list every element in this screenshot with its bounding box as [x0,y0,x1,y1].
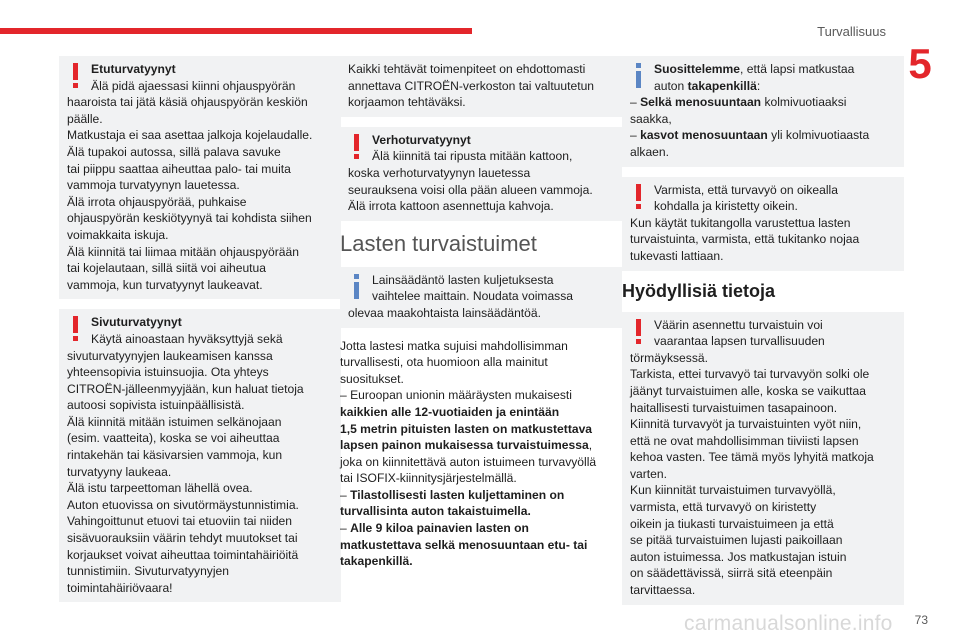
text-line: Kun kiinnität turvaistuimen turvavyöllä, [630,483,836,498]
text-line: vaihtelee maittain. Noudata voimassa [372,289,573,304]
text-fragment: Suosittelemme [654,62,741,76]
text-line: koska verhoturvatyynyn lauetessa [348,165,531,180]
text-fragment: Selkä menosuuntaan [640,95,762,110]
text-line: kehoa vasten. Tee tämä myös lyhyitä matkoja [630,450,874,465]
text-line: sisävuorauksiin väärin tehdyt muutokset tai [67,531,298,546]
column-1 [59,56,341,612]
text-line: voimakkaita iskuja. [67,227,169,242]
text-line: turvallisinta auton takaistuimella. [340,504,531,519]
text-line: haitallisesti turvaistuimen tasapainoon. [630,400,838,415]
text-fragment: kolmivuotiaaksi [761,95,847,110]
text-fragment: , [588,438,593,453]
text-line: yhteensopivia istuinsuojia. Ota yhteys [67,365,269,380]
warning-box-front-airbags [59,56,341,299]
text-line: sivuturvatyynyjen laukeamisen kanssa [67,348,273,363]
text-fragment: takapenkillä [687,78,757,93]
info-icon [634,63,644,89]
text-line: turvallisesti, ota huomioon alla mainitut [340,355,548,370]
text-line: (esim. vaatteita), koska se voi aiheuttaa [67,431,280,446]
text-fragment: , että lapsi matkustaa [740,62,855,76]
text-line: takapenkillä. [340,554,413,569]
header-accent-bar [0,28,472,34]
text-line: törmäyksessä. [630,350,708,365]
text-line: Varmista, että turvavyö on oikealla [654,182,838,197]
text-line: Tilastollisesti lasten kuljettaminen on [350,487,565,502]
text-line: Älä istu tarpeettoman lähellä ovea. [67,481,253,496]
text-line: rintakehän tai käsivarsien vammoja, kun [67,448,283,463]
text-line: tai kojelautaan, sillä siitä voi aiheutua [67,261,266,276]
text-line: matkustettava selkä menosuuntaan etu- tai [340,537,588,552]
text-line: tai piippu saattaa aiheuttaa palo- tai muita [67,161,291,176]
page-number: 73 [914,613,928,627]
text-line: vaarantaa lapsen turvallisuuden [654,334,825,349]
column-3 [622,56,904,615]
text-line: kaikkien alle 12-vuotiaiden ja enintään [340,404,560,419]
text-line: lapsen painon mukaisessa turvaistuimessa [340,438,589,453]
info-box-recommendation [622,56,904,167]
text-line: että ne ovat mahdollisimman tiiviisti lapsen [630,433,859,448]
text-line: suositukset. [340,371,404,386]
text-fragment: – [340,521,351,536]
text-line: annettava CITROËN-verkoston tai valtuutetun [348,78,595,93]
text-line: Älä irrota kattoon asennettuja kahvoja. [348,199,554,214]
text-line: Älä tupakoi autossa, sillä palava savuke [67,144,281,159]
text-line: olevaa maakohtaista lainsäädäntöä. [348,305,541,320]
text-line: ohjauspyörän keskiötyynyä tai kohdista siihen [67,211,312,226]
text-line: toimintahäiriövaara! [67,580,173,595]
chapter-number: 5 [908,40,932,87]
text-line: varmista, että turvavyö on kiristetty [630,500,817,515]
box-title: Etuturvatyynyt [91,62,176,76]
text-line: Käytä ainoastaan hyväksyttyjä sekä [91,331,283,346]
text-line: tukevasti lattiaan. [630,248,724,263]
warning-box-side-airbags [59,309,341,602]
section-heading-useful-info: Hyödyllisiä tietoja [622,280,776,301]
text-fragment: – [630,95,641,110]
text-line: vammoja turvatyynyn lauetessa. [67,178,240,193]
section-heading-child-seats: Lasten turvaistuimet [340,230,537,256]
text-fragment: auton [654,78,688,93]
text-line: Alle 9 kiloa painavien lasten on [350,521,529,536]
text-line: tarvittaessa. [630,583,696,598]
section-title: Turvallisuus [817,24,886,39]
warning-icon [634,319,644,345]
text-line: oikein ja tiukasti turvaistuimeen ja että [630,516,834,531]
text-line: Älä kiinnitä tai ripusta mitään kattoon, [372,149,573,164]
body-text-child-seats [340,338,622,570]
column-2 [340,56,622,570]
text-line: joka on kiinnitettävä auton istuimeen turvavyöllä [340,454,597,469]
warning-box-curtain-airbags [340,127,622,221]
text-line: se pitää turvaistuimen lujasti paikoillaan [630,533,843,548]
text-line: Vahingoittunut etuovi tai etuoviin tai niiden [67,514,293,529]
warning-icon [71,63,81,89]
info-icon [352,274,362,300]
text-line: turvaistuinta, varmista, että tukitanko nojaa [630,232,860,247]
text-line: Kiinnitä turvavyöt ja turvaistuinten vyöt niin, [630,417,862,432]
text-line: alkaen. [630,144,669,159]
text-line: varten. [630,466,667,481]
text-line: päälle. [67,111,103,126]
text-line: Tarkista, ettei turvavyö tai turvavyön solki ole [630,367,870,382]
watermark: carmanualsonline.info [684,612,893,635]
warning-icon [352,134,362,160]
text-line: Älä pidä ajaessasi kiinni ohjauspyörän [91,78,296,93]
text-fragment: – [340,487,351,502]
warning-icon [71,316,81,342]
text-line: Kun käytät tukitangolla varustettua lasten [630,215,851,230]
text-line: kohdalla ja kiristetty oikein. [654,199,798,214]
text-line: haaroista tai jätä käsiä ohjauspyörän keskiön [67,95,308,110]
text-line: tai ISOFIX-kiinnitysjärjestelmällä. [340,471,517,486]
text-line: turvatyyny laukeaa. [67,464,172,479]
warning-icon [634,184,644,210]
text-line: auton istuimessa. Jos matkustajan istuin [630,549,847,564]
note-box-authorised-service [340,56,622,117]
text-line: saakka, [630,111,672,126]
text-line: tunnistimiin. Sivuturvatyynyjen [67,564,229,579]
text-fragment: : [756,78,761,93]
text-line: Älä kiinnitä tai liimaa mitään ohjauspyörään [67,244,299,259]
text-line: jäänyt turvaistuimen alle, koska se vaikuttaa [630,383,866,398]
warning-box-seatbelt [622,177,904,271]
text-line: korjaukset voivat aiheuttaa toimintahäiriöitä [67,547,299,562]
text-line: CITROËN-jälleenmyyjään, kun haluat tietoja [67,381,304,396]
text-line: Matkustaja ei saa asettaa jalkoja kojelaudalle. [67,128,313,143]
info-box-legislation [340,267,622,328]
text-line: vammoja, kun turvatyynyt laukeavat. [67,277,263,292]
text-line: autoosi sopivista istuinpäällisistä. [67,398,245,413]
text-line: Älä kiinnitä mitään istuimen selkänojaan [67,414,282,429]
text-line: Väärin asennettu turvaistuin voi [654,317,823,332]
text-line: Auton etuovissa on sivutörmäystunnistimia. [67,497,299,512]
text-line: on säädettävissä, siirrä sitä eteenpäin [630,566,833,581]
text-line: 1,5 metrin pituisten lasten on matkustettava [340,421,593,436]
box-title: Verhoturvatyynyt [372,132,471,147]
text-fragment: yli kolmivuotiaasta [767,128,870,143]
text-line: Älä irrota ohjauspyörää, puhkaise [67,194,247,209]
text-line: – Euroopan unionin määräysten mukaisesti [340,388,572,403]
text-line: seurauksena voisi olla pään alueen vammoja. [348,182,593,197]
box-title: Sivuturvatyynyt [91,315,182,330]
text-fragment: kasvot menosuuntaan [640,128,768,143]
text-line: Jotta lastesi matka sujuisi mahdollisimman [340,338,568,353]
text-line: korjaamon tehtäväksi. [348,95,466,110]
text-line: Lainsäädäntö lasten kuljetuksesta [372,272,554,287]
text-fragment: – [630,128,641,143]
warning-box-incorrect-install [622,312,904,605]
text-line: Kaikki tehtävät toimenpiteet on ehdottomasti [348,62,586,76]
